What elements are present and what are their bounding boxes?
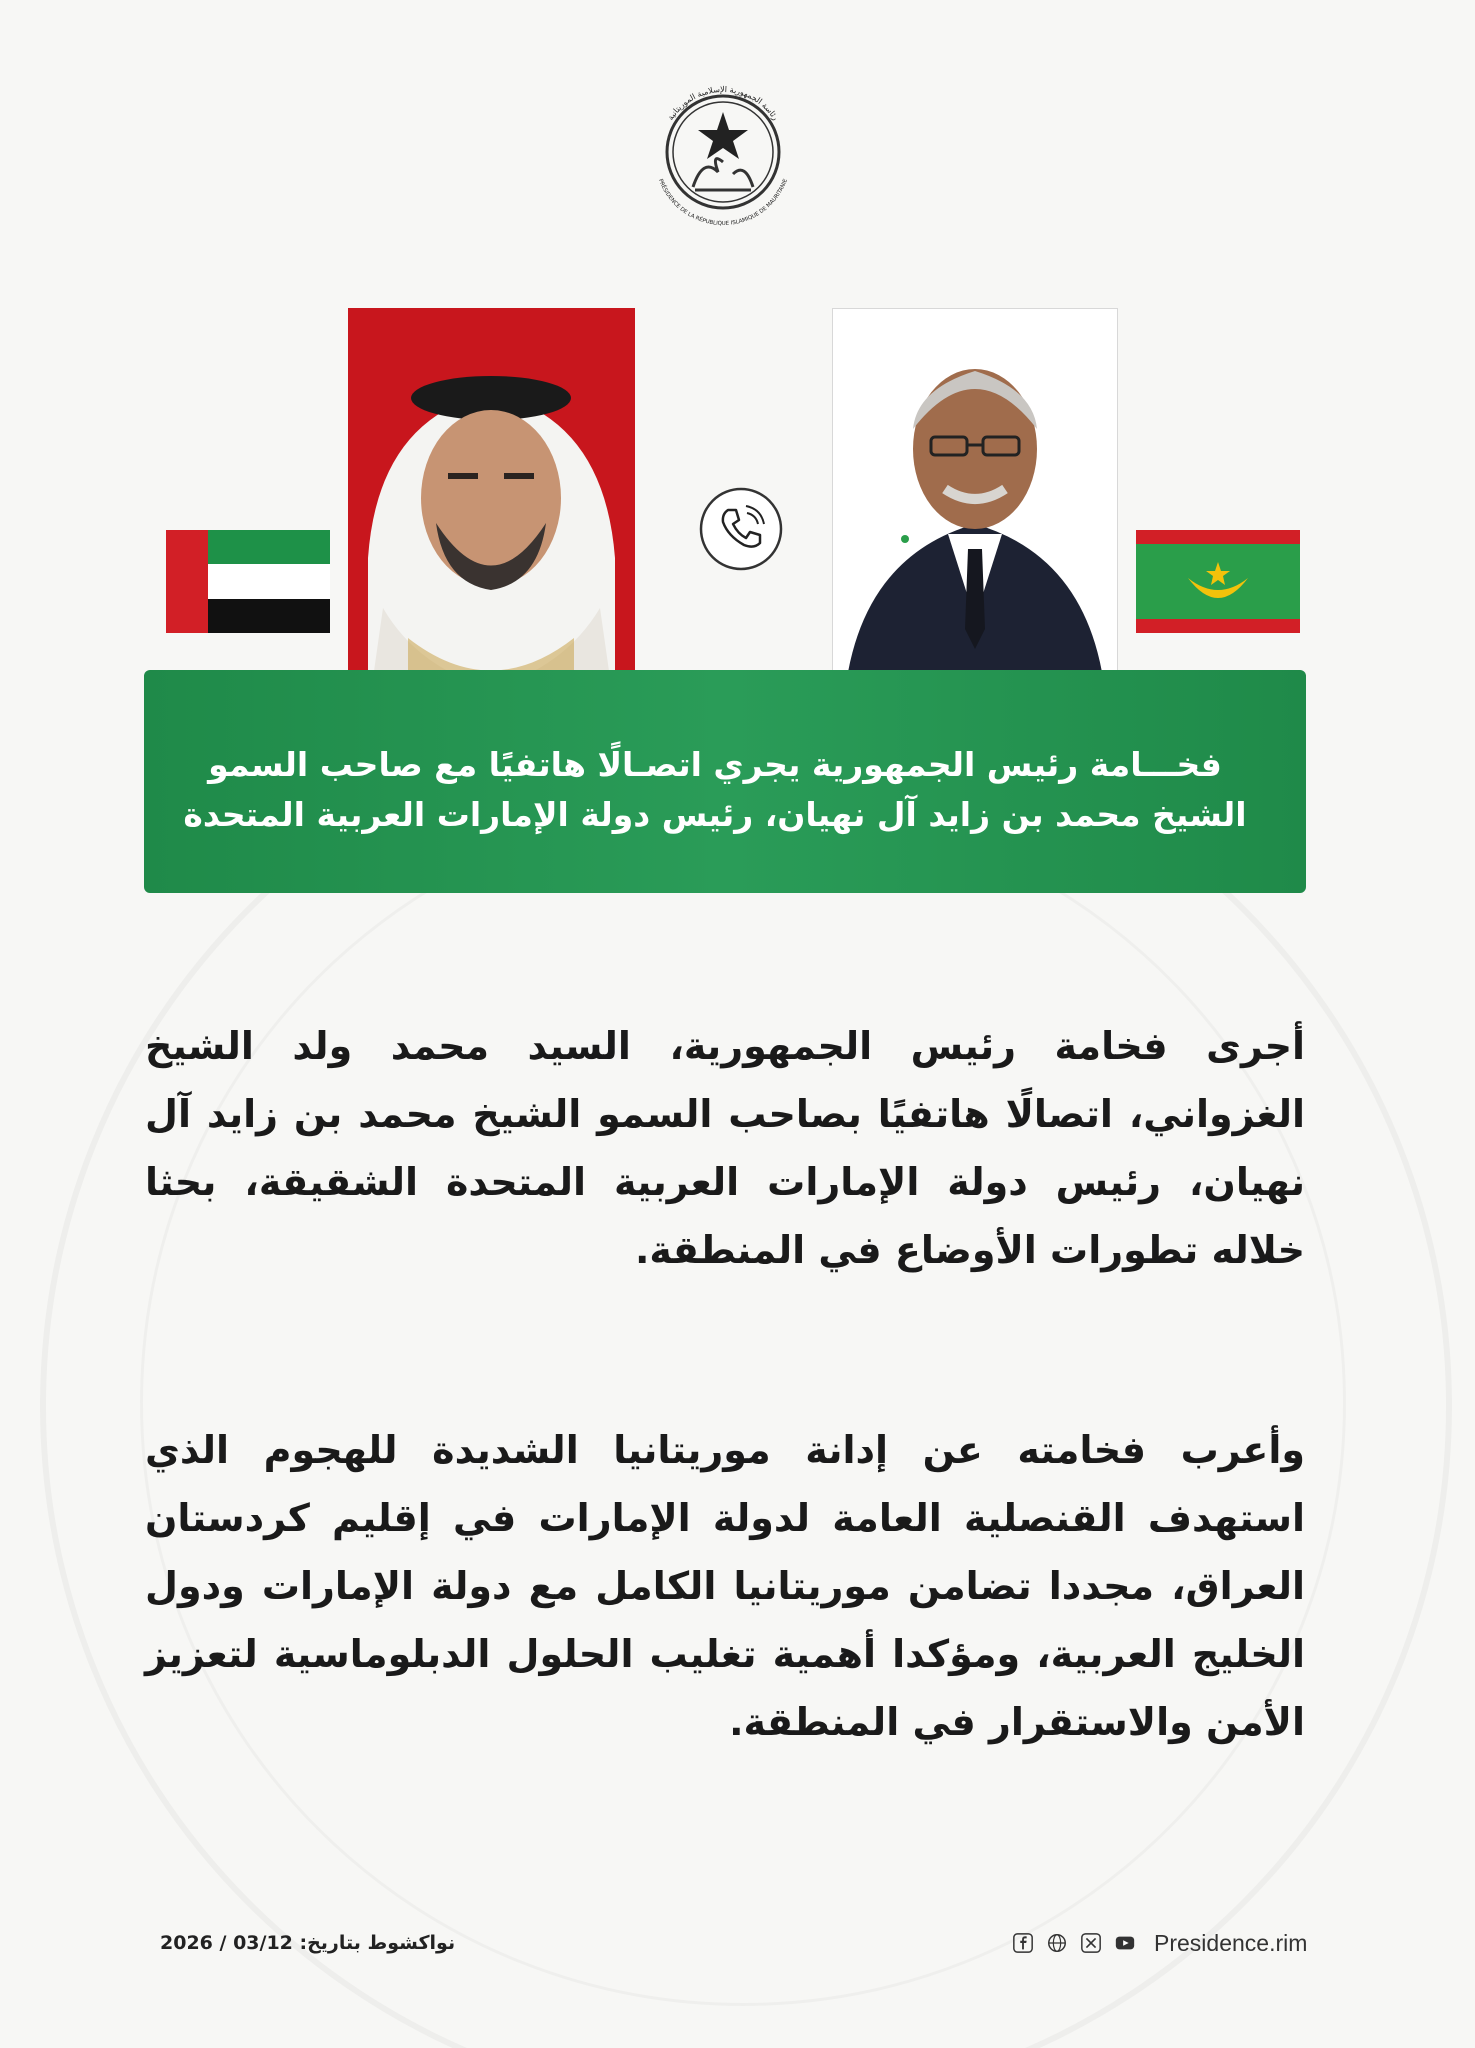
globe-icon[interactable]: [1044, 1930, 1070, 1956]
phone-icon: [698, 486, 784, 572]
uae-president-portrait: [348, 308, 635, 713]
dateline: نواكشوط بتاريخ: 03/12 / 2026: [160, 1932, 456, 1954]
body-paragraph-1: أجرى فخامة رئيس الجمهورية، السيد محمد ولد الشيخ الغزواني، اتصالًا هاتفيًا بصاحب السمو الشيخ محمد بن زايد آل نهيان، رئيس دولة الإمارات العربية المتحدة الشقيقة، بحثا خلاله تطورات الأوضاع في المنطقة.: [145, 1024, 1305, 1272]
headline-line-2: الشيخ محمد بن زايد آل نهيان، رئيس دولة الإمارات العربية المتحدة: [183, 795, 1247, 834]
headline-line-1: فخـــامة رئيس الجمهورية يجري اتصـالًا هاتفيًا مع صاحب السمو: [208, 745, 1222, 784]
mauritania-flag: [1136, 530, 1300, 633]
youtube-icon[interactable]: [1112, 1930, 1138, 1956]
mauritania-president-portrait: [832, 308, 1118, 714]
website-link[interactable]: Presidence.rim: [1154, 1929, 1308, 1956]
facebook-icon[interactable]: [1010, 1930, 1036, 1956]
seal-french-text: PRÉSIDENCE DE LA RÉPUBLIQUE ISLAMIQUE DE MAURITANIE: [656, 178, 790, 228]
seal-arabic-text: رئاسة الجمهورية الإسلامية الموريتانية: [665, 84, 781, 122]
body-paragraph-2: وأعرب فخامته عن إدانة موريتانيا الشديدة للهجوم الذي استهدف القنصلية العامة لدولة الإمارات في إقليم كردستان العراق، مجددا تضامن موريتانيا الكامل مع دولة الإمارات ودول الخليج العربية، ومؤكدا أهمية تغليب الحلول الدبلوماسية لتعزيز الأمن والاستقرار في المنطقة.: [145, 1428, 1305, 1744]
headline-text: [170, 740, 1260, 840]
social-links: [1010, 1928, 1307, 1958]
x-icon[interactable]: [1078, 1930, 1104, 1956]
background-watermark-inner: [140, 800, 1346, 2006]
presidency-seal-logo: [633, 62, 813, 242]
uae-flag: [166, 530, 330, 633]
